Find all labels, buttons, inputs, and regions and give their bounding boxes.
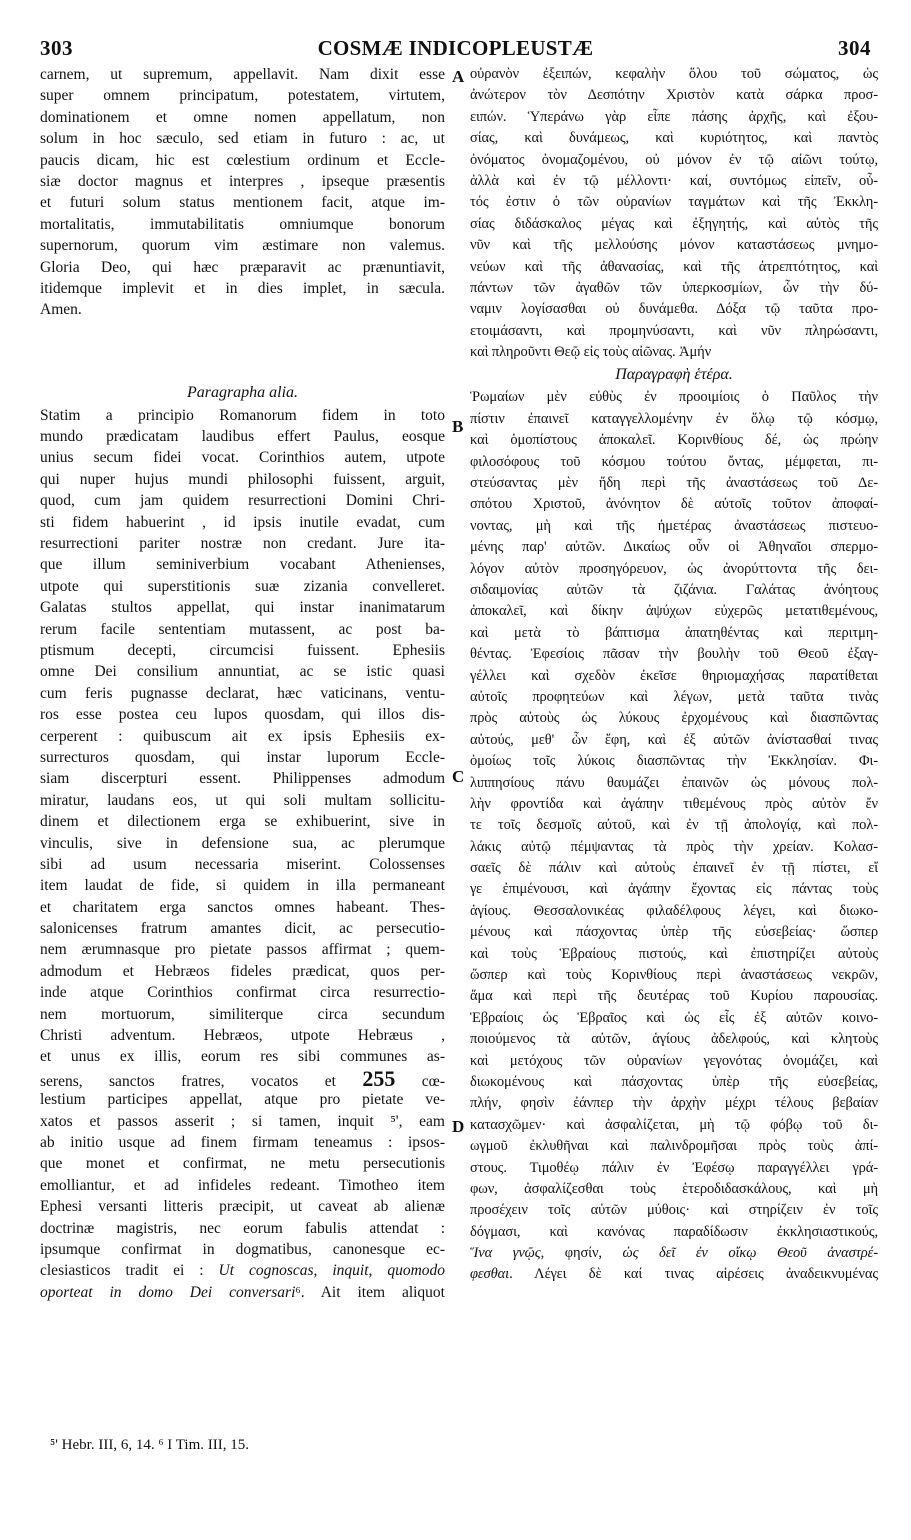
latin-text-line: dinem et dilectionem erga se exhibuerint, sive in	[40, 813, 445, 831]
greek-text-line: φων, ἀσφαλίζεσθαι τοὺς ἑτεροδιδασκάλους, καὶ μὴ	[470, 1180, 878, 1197]
greek-text-line: θέντας. Ἐφεσίοις πᾶσαν τὴν βουλὴν τοῦ Θεοῦ ἐξαγ-	[470, 646, 878, 663]
latin-paragraph-1	[40, 64, 445, 321]
greek-subtitle: Παραγραφὴ ἑτέρα.	[615, 366, 733, 384]
latin-text-line: vinculis, sive in defensione sua, ac plerumque	[40, 834, 445, 852]
greek-text-line: αὐτοῖς προφητεύων καὶ λέγων, μετὰ ταῦτα τινὰς	[470, 688, 878, 705]
greek-text-line: προσέχειν τοῖς αὐτῶν μύθοις· καὶ στηρίζειν ἐν τοῖς	[470, 1202, 878, 1219]
greek-text-line: λόγον αὐτὸν προσηγόρευον, ὡς ἀνορύττοντα τῆς δει-	[470, 560, 878, 577]
latin-text-line: siæ doctor magnus et interpres , ipseque præsentis	[40, 172, 445, 190]
latin-text-line: Gloria Deo, qui hæc præparavit ac prænuntiavit,	[40, 258, 445, 276]
latin-text-line: que monet et confirmat, ne metu persecutionis	[40, 1155, 445, 1173]
margin-letter-a: A	[452, 67, 465, 86]
latin-text-line: supernorum, quorum vim æstimare non valemus.	[40, 237, 445, 255]
greek-text-line: γε ἐπιμένουσι, καὶ ἀγάπην ἔχοντας εἰς πάντας τοὺς	[470, 881, 878, 898]
latin-text-line: salonicenses fratrum amantes dicit, ac persecutio-	[40, 920, 445, 938]
latin-paragraph-2-cont	[40, 1089, 445, 1260]
latin-text-line: ptismum decepti, circumcisi fuissent. Ephesiis	[40, 641, 445, 659]
latin-text-line: solum in hoc sæculo, sed etiam in futuro : ac, ut	[40, 130, 445, 148]
latin-text-line: et unus ex illis, eorum res sibi communes as-	[40, 1048, 445, 1066]
latin-text-line: unius secum fidei vocat. Corinthios autem, utpote	[40, 449, 445, 467]
greek-text-line: ετοιμάσαντι, καὶ προμηνύσαντι, καὶ νῦν πληρώσαντι,	[470, 322, 878, 339]
greek-text-line: δόγμασι, καὶ κανόνας παραδίδωσιν ἐκκλησιαστικούς,	[470, 1223, 878, 1240]
margin-letter-c: C	[452, 767, 465, 786]
greek-text-line: καὶ μετόχους τῶν οὐρανίων γεγονότας ὀνομάζει, καὶ	[470, 1052, 878, 1069]
latin-text-line: surrecturos quosdam, qui instar luporum Eccle-	[40, 748, 445, 766]
greek-text-line: καὶ μετὰ τὸ βάπτισμα ἀπατηθέντας καὶ περιτμη-	[470, 624, 878, 641]
latin-paragraph-2	[40, 405, 445, 1068]
page-number-right: 304	[838, 36, 871, 60]
greek-text-line: νοντας, μὴ καὶ τῆς ἡμετέρας ἀναστάσεως πιστευο-	[470, 517, 878, 534]
greek-text-line: πρὸς αὐτοὺς ὡς λύκους ἐρχομένους καὶ διασπῶντας	[470, 710, 878, 727]
latin-text-line: ros esse postea ceu lupos quosdam, qui illos dis-	[40, 706, 445, 724]
greek-text-line: νεύων καὶ τῆς ἀθανασίας, καὶ τῆς ἀτρεπτότητος, καὶ	[470, 258, 878, 275]
latin-text-line: doctrinæ magistris, nec eorum fabulis attendat :	[40, 1219, 445, 1237]
greek-text-line: ποιούμενος τὰ αὐτῶν, ἁγίους ἀδελφούς, καὶ κλητοὺς	[470, 1031, 878, 1048]
latin-text-line: et futuri solum status mentionem facit, atque im-	[40, 194, 445, 212]
running-title: COSMÆ INDICOPLEUSTÆ	[317, 36, 594, 60]
latin-text-line: xatos et passos asserit ; si tamen, inquit ⁵', eam	[40, 1112, 445, 1130]
latin-text-line: carnem, ut supremum, appellavit. Nam dixit esse	[40, 66, 445, 83]
greek-text-line: σιδαιμονίας αὐτῶν τὰ ζιζάνια. Γαλάτας ἀνόητους	[470, 581, 878, 598]
latin-text-line: cum feris pugnasse declarat, hæc vaticinans, ventu-	[40, 684, 445, 702]
greek-text-line: ἁγίους. Θεσσαλονικέας φιλαδέλφους λέγει, καὶ διωκο-	[470, 902, 878, 919]
latin-text-line: resurrectioni pariter nostræ non credant. Jure ita-	[40, 535, 445, 553]
greek-paragraph-1	[470, 64, 878, 363]
latin-text-line: itidemque implevit et in dies implet, in sæcula.	[40, 279, 445, 297]
latin-text-line: cerperent : quibuscum ait ex ipsis Ephesiis ex-	[40, 727, 445, 745]
page-number-left: 303	[40, 36, 73, 60]
latin-text-line: inde atque Corinthios confirmat circa resurrectio-	[40, 984, 445, 1002]
latin-quote-line-2: oporteat in domo Dei conversari⁶. Ait item aliquot	[40, 1283, 445, 1301]
latin-text-line: mortalitatis, immutabilitatis omniumque bonorum	[40, 215, 445, 233]
greek-text-line: πάντων τῶν ἀγαθῶν τῶν ὑπερκοσμίων, ὧν τὴν δύ-	[470, 279, 878, 296]
greek-text-line: ωγμοῦ ἐκλυθῆναι καὶ παλινδρομῆσαι πρὸς τοὺς ἀπί-	[470, 1138, 878, 1155]
latin-quote-line-1: clesiasticos tradit ei : Ut cognoscas, inquit, quomodo	[40, 1262, 445, 1280]
margin-letter-d: D	[452, 1117, 465, 1136]
greek-text-line: ὁμοίως τοῖς λύκοις διασπῶντας τὴν Ἐκκλησίαν. Φι-	[470, 753, 878, 770]
greek-text-line: Ῥωμαίων μὲν εὐθὺς ἐν προοιμίοις ὁ Παῦλος τὴν	[470, 389, 878, 406]
greek-text-line: αὐτούς, μεθ' ὧν ἔφη, καὶ ἐξ αὐτῶν ἀνίστασθαί τινας	[470, 731, 878, 748]
greek-text-line: ὥσπερ καὶ τοὺς Κορινθίους περὶ ἀναστάσεως νεκρῶν,	[470, 967, 878, 984]
greek-text-line: μένους καὶ πάσχοντας ὑπὲρ τῆς εὐσεβείας· ὥσπερ	[470, 924, 878, 941]
greek-text-line: τε τοῖς δεσμοῖς αὐτοῦ, καὶ ἐν τῇ ἀπολογίᾳ, καὶ πολ-	[470, 817, 878, 834]
greek-text-line: σαεῖς δὲ πάλιν καὶ αὐτοὺς ἐπαινεῖ ἐν τῇ πίστει, εἴ	[470, 860, 878, 877]
greek-text-line: καὶ τοὺς Ἑβραίους πιστούς, καὶ ἐπιστηρίζει αὐτοὺς	[470, 945, 878, 962]
greek-text-line: φιλοσόφους τοῦ κόσμου τούτου ὄντας, μέμφεται, πι-	[470, 453, 878, 470]
latin-text-line: super omnem principatum, potestatem, virtutem,	[40, 87, 445, 105]
greek-text-line: λάκις αὐτῷ πέμψαντας τὰ πρὸς τὴν χρείαν. Κολασ-	[470, 838, 878, 855]
greek-text-line: νῦν καὶ τῆς μελλούσης μόνον καταστάσεως μνημο-	[470, 237, 878, 254]
latin-text-line: Statim a principio Romanorum fidem in toto	[40, 406, 445, 424]
latin-text-line: admodum et Hebræos fideles prædicat, quos per-	[40, 962, 445, 980]
greek-paragraph-2	[470, 387, 878, 1243]
greek-text-line: γέλλει καὶ σχεδὸν ἐκεῖσε θηριομαχήσας παρατίθεται	[470, 667, 878, 684]
greek-text-line: λὴν φροντίδα καὶ ἀγάπην τιθεμένους πρὸς αὐτὸν ἔν	[470, 795, 878, 812]
latin-text-line: nem ærumnasque pro pietate passos affirmat ; quem-	[40, 941, 445, 959]
greek-text-line: καὶ πληροῦντι Θεῷ εἰς τοὺς αἰῶνας. Ἀμήν	[470, 344, 712, 361]
latin-text-line: siam discerpturi essent. Philippenses admodum	[40, 770, 445, 788]
greek-text-line: ἀποκαλεῖ, καὶ δίκην ἀψύχων εὐχερῶς μετατιθεμένους,	[470, 603, 878, 620]
greek-text-line: ἀνώτερον τὸν Δεσπότην Χριστὸν κατὰ σάρκα προσ-	[470, 87, 878, 104]
latin-text-line: lestium participes appellat, atque pro pietate ve-	[40, 1091, 445, 1109]
latin-text-line: et charitatem erga sanctos omnes habeant. Thes-	[40, 898, 445, 916]
greek-text-line: ὀνόματος ὀνομαζομένου, οὐ μόνον ἐν τῷ αἰῶνι τούτῳ,	[470, 151, 878, 168]
latin-text-line: utpote qui superstitionis suæ zizania convelleret.	[40, 577, 445, 595]
latin-text-line: emolliantur, et ad infideles redeant. Timotheo item	[40, 1176, 445, 1194]
greek-text-line: πλήν, φησὶν ἐάνπερ τὴν ἀρχὴν μέχρι τέλους βεβαίαν	[470, 1095, 878, 1112]
greek-text-line: σίας διδάσκαλος μέγας καὶ ἐξηγητής, καὶ αὐτὸς τῆς	[470, 215, 878, 232]
greek-text-line: ειπών. Ὑπεράνω γὰρ εἶπε πάσης ἀρχῆς, καὶ ἐξου-	[470, 108, 878, 125]
latin-text-line: qui nuper hujus mundi philosophi fuissent, arguit,	[40, 470, 445, 488]
latin-text-line: omne Dei consilium annuntiat, ac se istic quasi	[40, 663, 445, 681]
latin-text-line: quod, cum jam quidem resurrectioni Domini Chri-	[40, 492, 445, 510]
greek-text-line: Ἑβραίοις ὡς Ἑβραῖος καὶ ὡς εἷς ἐξ αὐτῶν κοινο-	[470, 1009, 878, 1026]
greek-text-line: ἀλλὰ καὶ ἐν τῷ μέλλοντι· καί, συντόμως εἰπεῖν, οὗ-	[470, 172, 878, 189]
greek-text-line: καὶ ὁμοπίστους ἀποκαλεῖ. Κορινθίους δέ, ὡς πρώην	[470, 432, 878, 449]
latin-text-line: sti fidem habuerint , id ipsis inutile evadat, cum	[40, 513, 445, 531]
greek-text-line: λιππησίους πάνυ θαυμάζει ἐπαινῶν ὡς μόνους πολ-	[470, 774, 878, 791]
latin-subtitle: Paragrapha alia.	[186, 383, 299, 401]
latin-text-line: ipsumque confirmat in dogmatibus, canonesque ec-	[40, 1240, 445, 1258]
greek-text-line: σπότου Χριστοῦ, ἀνόνητον δὲ αὐτοῖς τοῦτον ἀποφαί-	[470, 496, 878, 513]
greek-quote-line-2: φεσθαι. Λέγει δὲ καί τινας αἱρέσεις ἀναδεικνυμένας	[470, 1266, 878, 1283]
latin-text-line: Ephesi versanti litteris præcipit, ut caveat ab alienæ	[40, 1198, 445, 1216]
latin-text-line: miratur, laudans eos, ut qui soli multam sollicitu-	[40, 791, 445, 809]
latin-text-line: sibi ad usum necessaria miserint. Colossenses	[40, 855, 445, 873]
greek-text-line: κατασχῶμεν· καὶ ἀσφαλίζεται, μὴ τῷ φόβῳ τοῦ δι-	[470, 1116, 878, 1133]
latin-text-line: rerum facile sententiam mutassent, ac post ba-	[40, 620, 445, 638]
latin-text-line: paucis dicam, hic est cœlestium ordinum et Eccle-	[40, 151, 445, 169]
running-header	[40, 36, 871, 62]
latin-text-line: Galatas stultos appellat, qui instar inanimatarum	[40, 599, 445, 617]
latin-text-line: mundo prædicatam laudibus effert Paulus, eosque	[40, 428, 445, 446]
greek-quote-line-1: Ἵνα γνῷς, φησίν, ὡς δεῖ ἐν οἴκῳ Θεοῦ ἀναστρέ-	[470, 1245, 878, 1262]
latin-text-line: Christi adventum. Hebræos, utpote Hebræus ,	[40, 1027, 445, 1045]
footnotes: ⁵' Hebr. III, 6, 14. ⁶ I Tim. III, 15.	[50, 1437, 249, 1453]
latin-text-line: item laudat de fide, si quidem in illa permaneant	[40, 877, 445, 895]
latin-column	[40, 64, 445, 1303]
latin-text-line: nem mortuorum, similiterque circa secundum	[40, 1005, 445, 1023]
column-number: 255	[362, 1067, 396, 1090]
greek-text-line: ναμιν λογίσασθαι οὐ δυνάμεθα. Δόξα τῷ ταῦτα προ-	[470, 301, 878, 318]
greek-text-line: στους. Τιμοθέῳ πάλιν ἐν Ἐφέσῳ παραγγέλλει γρά-	[470, 1159, 878, 1176]
greek-text-line: οὐρανὸν ἐξειπών, κεφαλὴν ὅλου τοῦ σώματος, ὡς	[470, 66, 878, 82]
greek-column	[470, 64, 878, 1286]
greek-text-line: σίας, καὶ δυνάμεως, καὶ κυριότητος, καὶ παντὸς	[470, 130, 878, 147]
margin-letter-b: B	[452, 417, 464, 436]
greek-text-line: διωκομένους καὶ πάσχοντας ὑπὲρ τῆς εὐσεβείας,	[470, 1073, 878, 1090]
latin-text-line: dominationem et omne nomen appellatum, non	[40, 108, 445, 126]
latin-text-line: que illum seminiverbium vocabant Athenienses,	[40, 556, 445, 574]
latin-text-line: Amen.	[40, 301, 82, 319]
greek-text-line: μένης παρ' αὐτῶν. Δικαίως οὖν οἱ Ἀθηναῖοι σπερμο-	[470, 539, 878, 556]
greek-text-line: ἅμα καὶ περὶ τῆς δευτέρας τοῦ Κυρίου παρουσίας.	[470, 988, 878, 1005]
greek-text-line: πίστιν ἐπαινεῖ καταγγελλομένην ἐν ὅλῳ τῷ κόσμῳ,	[470, 410, 878, 427]
latin-line-colnum: serens, sanctos fratres, vocatos et 255 cœ-	[40, 1067, 445, 1090]
latin-text-line: ab initio usque ad finem firmam teneamus : ipsos-	[40, 1133, 445, 1151]
greek-text-line: τός ἐστιν ὁ τῶν οὐρανίων ταγμάτων καὶ τῆς Ἐκκλη-	[470, 194, 878, 211]
greek-text-line: στεύσαντας μὲν ἤδη περὶ τῆς ἀναστάσεως τοῦ Δε-	[470, 475, 878, 492]
